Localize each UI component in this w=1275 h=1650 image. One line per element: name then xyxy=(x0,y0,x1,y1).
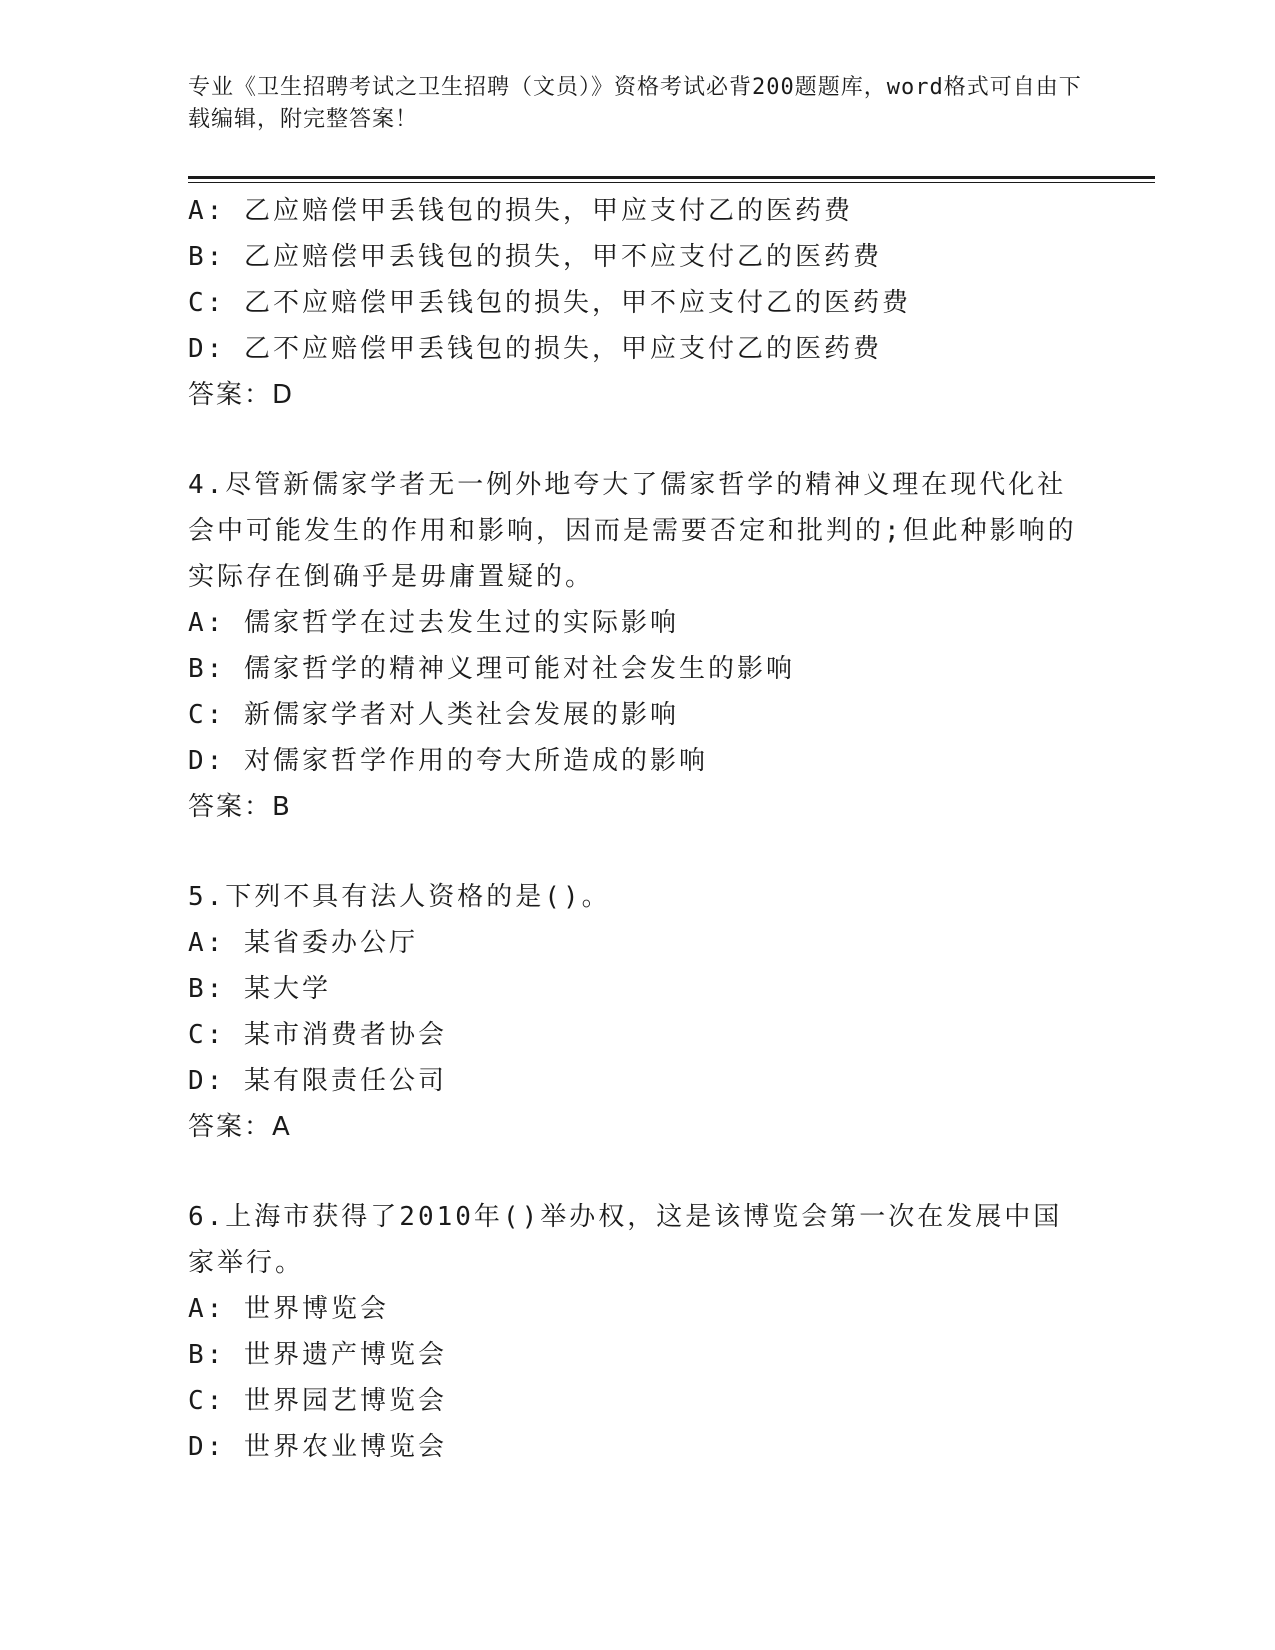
option-d: D: 某有限责任公司 xyxy=(188,1066,447,1096)
option-a: A: 儒家哲学在过去发生过的实际影响 xyxy=(188,608,679,638)
question-5 xyxy=(188,874,1088,1150)
header-rule-thin xyxy=(188,182,1155,183)
question-stem: 5.下列不具有法人资格的是()。 xyxy=(188,882,611,912)
answer-line: 答案：D xyxy=(188,380,295,410)
header-rule-thick xyxy=(188,176,1155,179)
answer-line: 答案：A xyxy=(188,1112,292,1142)
option-c: C: 某市消费者协会 xyxy=(188,1020,447,1050)
option-b: B: 世界遗产博览会 xyxy=(188,1340,447,1370)
option-c: C: 乙不应赔偿甲丢钱包的损失，甲不应支付乙的医药费 xyxy=(188,288,911,318)
question-6 xyxy=(188,1194,1088,1470)
question-stem: 4.尽管新儒家学者无一例外地夸大了儒家哲学的精神义理在现代化社会中可能发生的作用和影响，因而是需要否定和批判的;但此种影响的实际存在倒确乎是毋庸置疑的。 xyxy=(188,470,1077,592)
question-list xyxy=(188,188,1088,1470)
option-a: A: 某省委办公厅 xyxy=(188,928,418,958)
spacer xyxy=(188,418,1088,462)
option-d: D: 乙不应赔偿甲丢钱包的损失，甲应支付乙的医药费 xyxy=(188,334,882,364)
spacer xyxy=(188,1150,1088,1194)
question-stem: 6.上海市获得了2010年()举办权，这是该博览会第一次在发展中国家举行。 xyxy=(188,1202,1063,1278)
option-b: B: 儒家哲学的精神义理可能对社会发生的影响 xyxy=(188,654,795,684)
option-b: B: 乙应赔偿甲丢钱包的损失，甲不应支付乙的医药费 xyxy=(188,242,882,272)
option-d: D: 对儒家哲学作用的夸大所造成的影响 xyxy=(188,746,708,776)
spacer xyxy=(188,830,1088,874)
option-a: A: 乙应赔偿甲丢钱包的损失，甲应支付乙的医药费 xyxy=(188,196,853,226)
document-header: 专业《卫生招聘考试之卫生招聘（文员）》资格考试必背200题题库，word格式可自由下载编辑，附完整答案！ xyxy=(188,75,1082,132)
answer-line: 答案：B xyxy=(188,792,292,822)
question-3 xyxy=(188,188,1088,418)
option-b: B: 某大学 xyxy=(188,974,331,1004)
option-c: C: 世界园艺博览会 xyxy=(188,1386,447,1416)
question-4 xyxy=(188,462,1088,830)
option-c: C: 新儒家学者对人类社会发展的影响 xyxy=(188,700,679,730)
option-d: D: 世界农业博览会 xyxy=(188,1432,447,1462)
option-a: A: 世界博览会 xyxy=(188,1294,389,1324)
